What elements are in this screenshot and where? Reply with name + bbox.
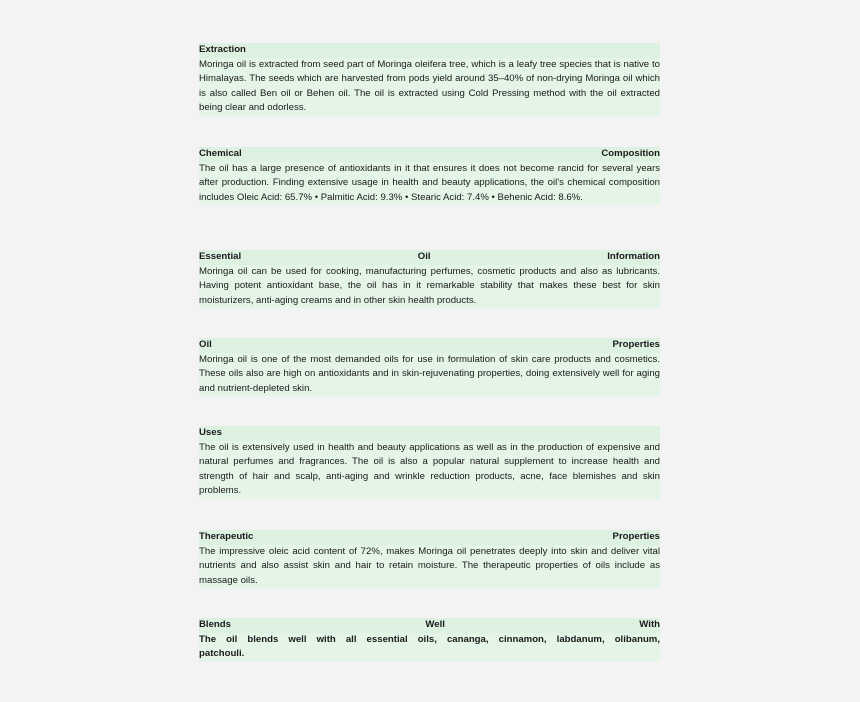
- section-body: The oil blends well with all essential oils, cananga, cinnamon, labdanum, olibanum, patchouli.: [199, 633, 660, 660]
- section-heading: Chemical Composition: [199, 147, 660, 162]
- section-body: The impressive oleic acid content of 72%, makes Moringa oil penetrates deeply into skin and deliver vital nutrients and also assist skin and hair to retain moisture. The therapeutic properties of oils include as massage oils.: [199, 545, 660, 586]
- section-heading: Oil Properties: [199, 338, 660, 353]
- section-heading: Therapeutic Properties: [199, 530, 660, 545]
- section-heading: Uses: [199, 426, 660, 441]
- section-body: Moringa oil is one of the most demanded oils for use in formulation of skin care products and cosmetics. These oils also are high on antioxidants and in skin-rejuvenating properties, doing extensively well for aging and nutrient-depleted skin.: [199, 353, 660, 394]
- section-heading: Extraction: [199, 43, 660, 58]
- section-uses: [199, 426, 660, 499]
- section-extraction: [199, 43, 660, 116]
- section-oil-properties: [199, 338, 660, 396]
- section-essential-oil-information: [199, 250, 660, 308]
- section-blends-well-with: [199, 618, 660, 662]
- section-body: Moringa oil is extracted from seed part of Moringa oleifera tree, which is a leafy tree species that is native to Himalayas. The seeds which are harvested from pods yield around 35–40% of non-drying Moringa oil which is also called Ben oil or Behen oil. The oil is extracted using Cold Pressing method with the oil extracted being clear and odorless.: [199, 58, 660, 114]
- section-body: The oil has a large presence of antioxidants in it that ensures it does not become rancid for several years after production. Finding extensive usage in health and beauty applications, the oil's chemical composition includes Oleic Acid: 65.7% • Palmitic Acid: 9.3% • Stearic Acid: 7.4% • Behenic Acid: 8.6%.: [199, 162, 660, 203]
- section-therapeutic-properties: [199, 530, 660, 588]
- section-body: Moringa oil can be used for cooking, manufacturing perfumes, cosmetic products and also as lubricants. Having potent antioxidant base, the oil has in it remarkable stability that makes these best for skin moisturizers, anti-aging creams and in other skin health products.: [199, 265, 660, 306]
- section-chemical-composition: [199, 147, 660, 205]
- section-heading: Blends Well With: [199, 618, 660, 633]
- section-heading: Essential Oil Information: [199, 250, 660, 265]
- section-body: The oil is extensively used in health and beauty applications as well as in the production of expensive and natural perfumes and fragrances. The oil is also a popular natural supplement to increase health and strength of hair and scalp, anti-aging and wrinkle reduction products, acne, face blemishes and skin problems.: [199, 441, 660, 497]
